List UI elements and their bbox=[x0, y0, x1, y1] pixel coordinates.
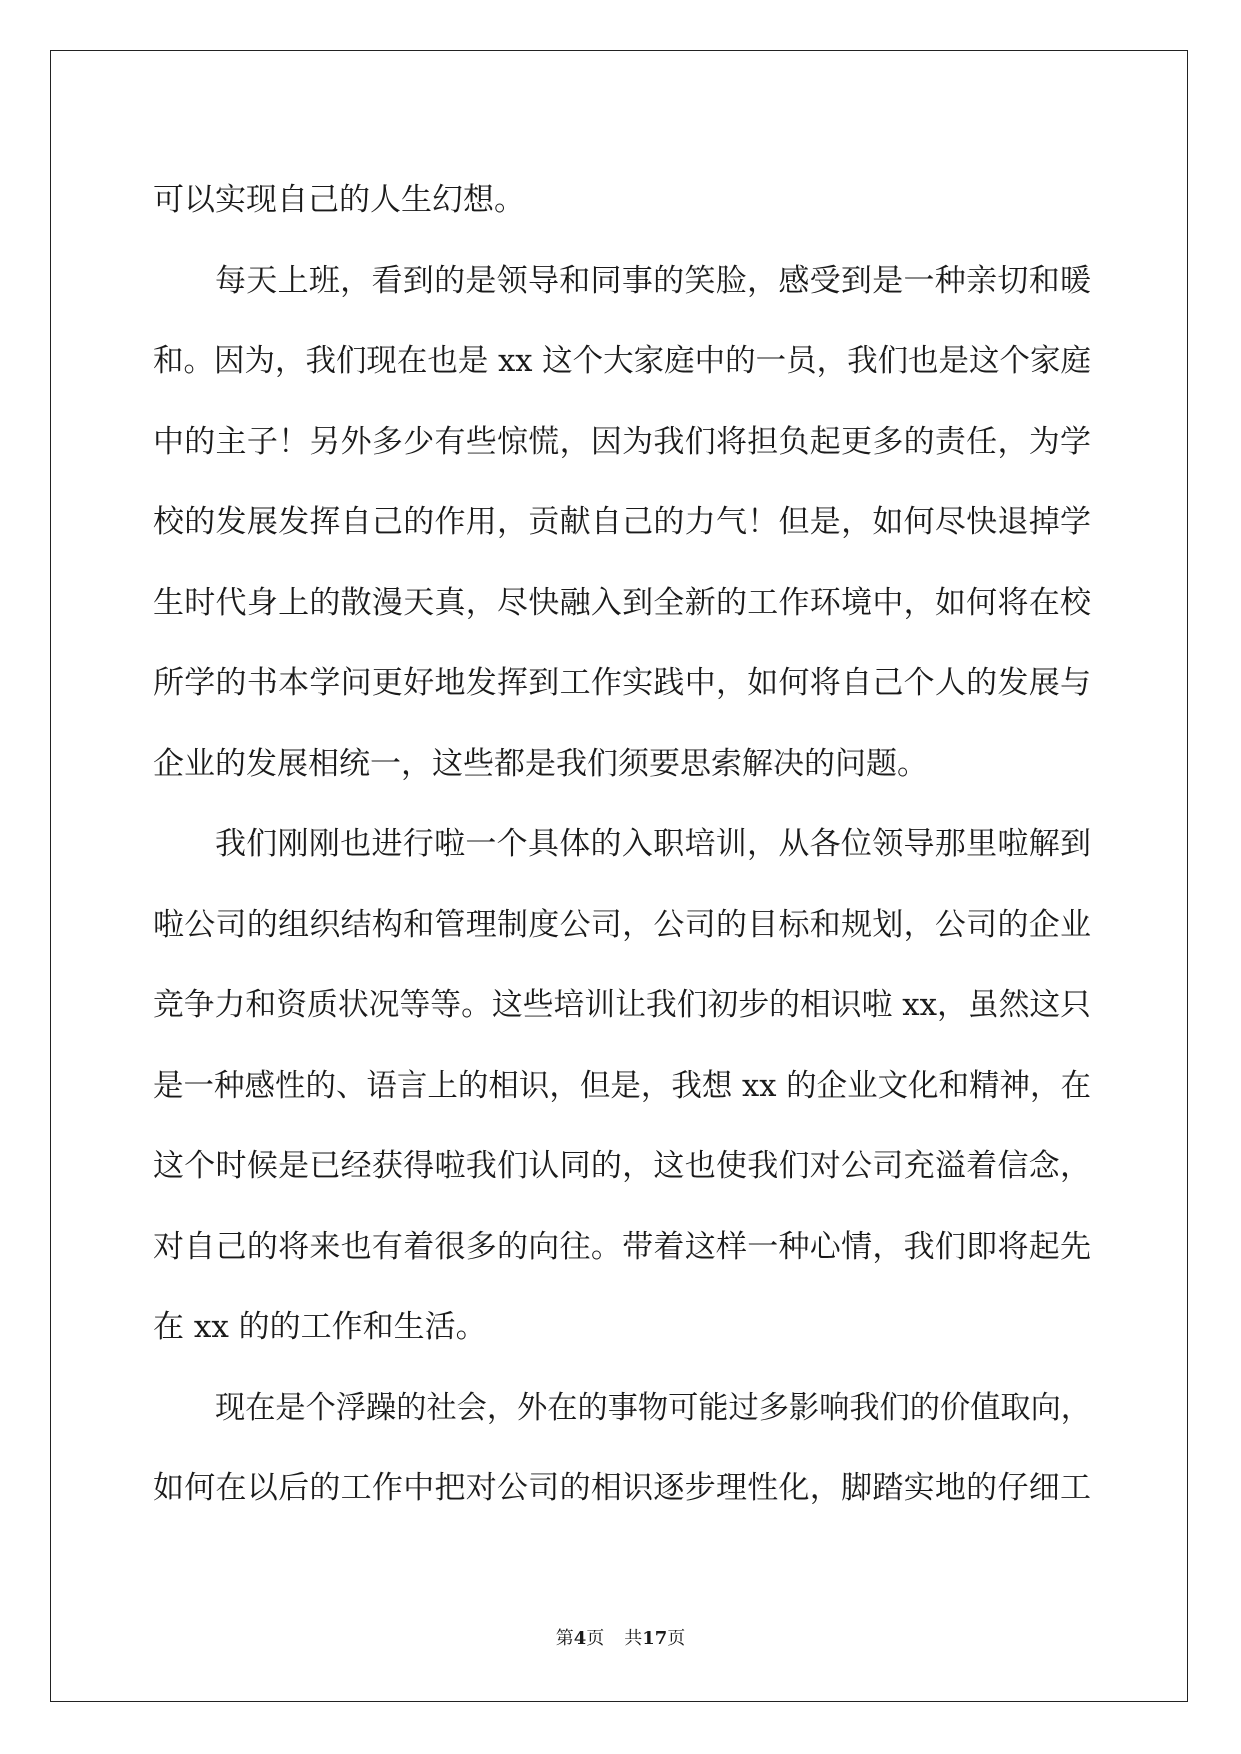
line-text: 每天上班，看到的是领导和同事的笑脸，感受到是一种亲切和暖 bbox=[215, 262, 1092, 299]
footer-page-suffix: 页 bbox=[586, 1628, 605, 1649]
text-line bbox=[153, 643, 1091, 724]
text-line bbox=[153, 482, 1091, 563]
line-text: 是一种感性的、语言上的相识，但是，我想 xx 的企业文化和精神，在 bbox=[153, 1067, 1091, 1104]
text-line bbox=[153, 1448, 1091, 1529]
text-line bbox=[153, 965, 1091, 1046]
text-line bbox=[153, 321, 1091, 402]
footer-total-suffix: 页 bbox=[667, 1628, 686, 1649]
footer-total-prefix: 共 bbox=[624, 1628, 643, 1649]
document-body bbox=[153, 160, 1091, 1529]
line-text: 中的主子！另外多少有些惊慌，因为我们将担负起更多的责任，为学 bbox=[153, 423, 1092, 460]
line-text: 这个时候是已经获得啦我们认同的，这也使我们对公司充溢着信念， bbox=[153, 1148, 1092, 1184]
line-text: 生时代身上的散漫天真，尽快融入到全新的工作环境中，如何将在校 bbox=[153, 584, 1092, 621]
total-pages: 17 bbox=[642, 1628, 668, 1649]
text-line bbox=[153, 1207, 1091, 1288]
line-text: 竞争力和资质状况等等。这些培训让我们初步的相识啦 xx，虽然这只 bbox=[153, 987, 1091, 1023]
line-text: 校的发展发挥自己的作用，贡献自己的力气！但是，如何尽快退掉学 bbox=[153, 504, 1092, 540]
text-line bbox=[153, 724, 1091, 805]
text-line bbox=[153, 1046, 1091, 1127]
line-text: 可以实现自己的人生幻想。 bbox=[153, 182, 525, 218]
text-line bbox=[153, 402, 1091, 483]
footer-prefix: 第 bbox=[555, 1628, 574, 1649]
line-text: 现在是个浮躁的社会，外在的事物可能过多影响我们的价值取向， bbox=[215, 1389, 1091, 1426]
text-line bbox=[153, 885, 1091, 966]
line-text: 企业的发展相统一，这些都是我们须要思索解决的问题。 bbox=[153, 745, 928, 782]
text-line bbox=[153, 160, 1091, 241]
line-text: 我们刚刚也进行啦一个具体的入职培训，从各位领导那里啦解到 bbox=[215, 826, 1092, 862]
line-text: 啦公司的组织结构和管理制度公司，公司的目标和规划，公司的企业 bbox=[153, 906, 1092, 943]
page-number: 4 bbox=[573, 1628, 587, 1649]
text-line bbox=[153, 804, 1091, 885]
text-line bbox=[153, 563, 1091, 644]
text-line bbox=[153, 241, 1091, 322]
line-text: 对自己的将来也有着很多的向往。带着这样一种心情，我们即将起先 bbox=[153, 1228, 1092, 1265]
line-text: 在 xx 的的工作和生活。 bbox=[153, 1309, 487, 1345]
line-text: 所学的书本学问更好地发挥到工作实践中，如何将自己个人的发展与 bbox=[153, 665, 1092, 701]
page-footer bbox=[0, 1627, 1241, 1651]
line-text: 和。因为，我们现在也是 xx 这个大家庭中的一员，我们也是这个家庭 bbox=[153, 343, 1091, 379]
text-line bbox=[153, 1368, 1091, 1449]
text-line bbox=[153, 1126, 1091, 1207]
text-line bbox=[153, 1287, 1091, 1368]
line-text: 如何在以后的工作中把对公司的相识逐步理性化，脚踏实地的仔细工 bbox=[153, 1470, 1092, 1506]
